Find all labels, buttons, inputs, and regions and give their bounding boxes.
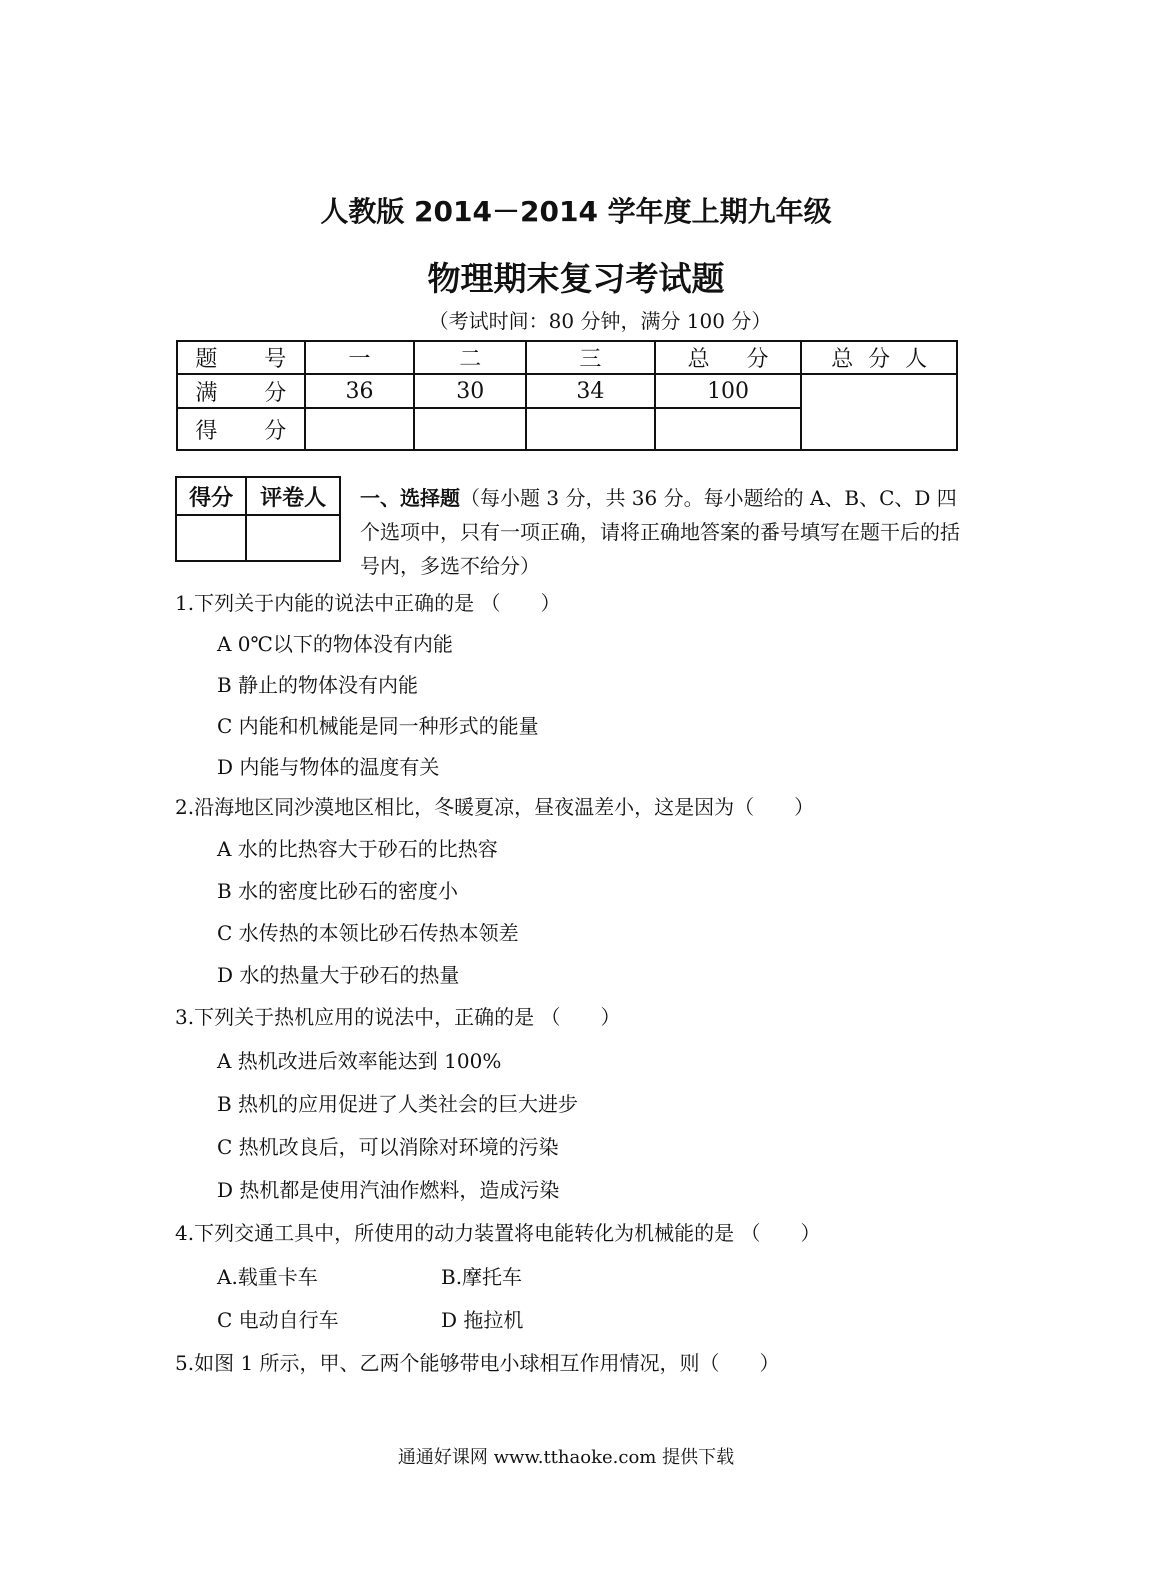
question-4-option-c: C 电动自行车 [217, 1308, 339, 1332]
question-2-stem: 2.沿海地区同沙漠地区相比，冬暖夏凉，昼夜温差小，这是因为（ ） [175, 795, 815, 819]
score-table-full-marks-row [177, 374, 957, 408]
question-1-option-b: B 静止的物体没有内能 [217, 673, 419, 697]
col-header-3: 三 [526, 341, 655, 374]
full-marks-total: 100 [655, 374, 802, 408]
grader-score-cell[interactable] [176, 515, 246, 561]
question-4-option-a: A.载重卡车 [217, 1265, 318, 1289]
col-header-2: 二 [414, 341, 526, 374]
question-3-option-b: B 热机的应用促进了人类社会的巨大进步 [217, 1092, 579, 1116]
question-4-option-b: B.摩托车 [441, 1265, 523, 1289]
section-1-instructions: （每小题 3 分，共 36 分。每小题给的 A、B、C、D 四个选项中，只有一项正确，请将正确地答案的番号填写在题干后的括号内，多选不给分） [360, 486, 960, 578]
grader-box [175, 476, 341, 562]
section-1-heading [360, 481, 960, 583]
obtained-cell-1[interactable] [305, 408, 415, 450]
row-label-question-number: 题 号 [177, 341, 305, 374]
question-4-option-d: D 拖拉机 [441, 1308, 524, 1332]
col-header-total: 总 分 [655, 341, 802, 374]
question-2-option-b: B 水的密度比砂石的密度小 [217, 879, 459, 903]
question-1-option-d: D 内能与物体的温度有关 [217, 755, 440, 779]
score-table-header-row [177, 341, 957, 374]
full-marks-1: 36 [305, 374, 415, 408]
exam-title-line2: 物理期末复习考试题 [427, 259, 725, 298]
row-label-obtained: 得 分 [177, 408, 305, 450]
question-3-option-c: C 热机改良后，可以消除对环境的污染 [217, 1135, 559, 1159]
exam-title-line1: 人教版 2014－2014 学年度上期九年级 [320, 195, 832, 228]
question-3-option-d: D 热机都是使用汽油作燃料，造成污染 [217, 1178, 560, 1202]
question-2-option-a: A 水的比热容大于砂石的比热容 [217, 837, 498, 861]
question-3-option-a: A 热机改进后效率能达到 100% [217, 1049, 502, 1073]
question-5-stem: 5.如图 1 所示，甲、乙两个能够带电小球相互作用情况，则（ ） [175, 1351, 780, 1375]
row-label-full-marks: 满 分 [177, 374, 305, 408]
question-1-option-c: C 内能和机械能是同一种形式的能量 [217, 714, 539, 738]
grader-name-cell[interactable] [246, 515, 340, 561]
full-marks-2: 30 [414, 374, 526, 408]
grader-name-header: 评卷人 [246, 477, 340, 515]
col-header-1: 一 [305, 341, 415, 374]
question-4-stem: 4.下列交通工具中，所使用的动力装置将电能转化为机械能的是 （ ） [175, 1221, 821, 1245]
question-1-option-a: A 0℃以下的物体没有内能 [217, 632, 453, 656]
full-marks-3: 34 [526, 374, 655, 408]
question-2-option-d: D 水的热量大于砂石的热量 [217, 963, 460, 987]
section-1-title: 一、选择题 [360, 486, 460, 510]
obtained-cell-2[interactable] [414, 408, 526, 450]
question-1-stem: 1.下列关于内能的说法中正确的是 （ ） [175, 591, 561, 615]
col-header-scorer: 总 分 人 [801, 341, 957, 374]
grader-score-header: 得分 [176, 477, 246, 515]
obtained-cell-total[interactable] [655, 408, 802, 450]
exam-subtitle: （考试时间：80 分钟，满分 100 分） [428, 309, 772, 333]
page-footer: 通通好课网 www.tthaoke.com 提供下载 [397, 1447, 735, 1468]
question-3-stem: 3.下列关于热机应用的说法中，正确的是 （ ） [175, 1005, 621, 1029]
question-2-option-c: C 水传热的本领比砂石传热本领差 [217, 921, 519, 945]
obtained-cell-3[interactable] [526, 408, 655, 450]
score-table [176, 340, 958, 451]
scorer-signature-cell[interactable] [801, 374, 957, 450]
